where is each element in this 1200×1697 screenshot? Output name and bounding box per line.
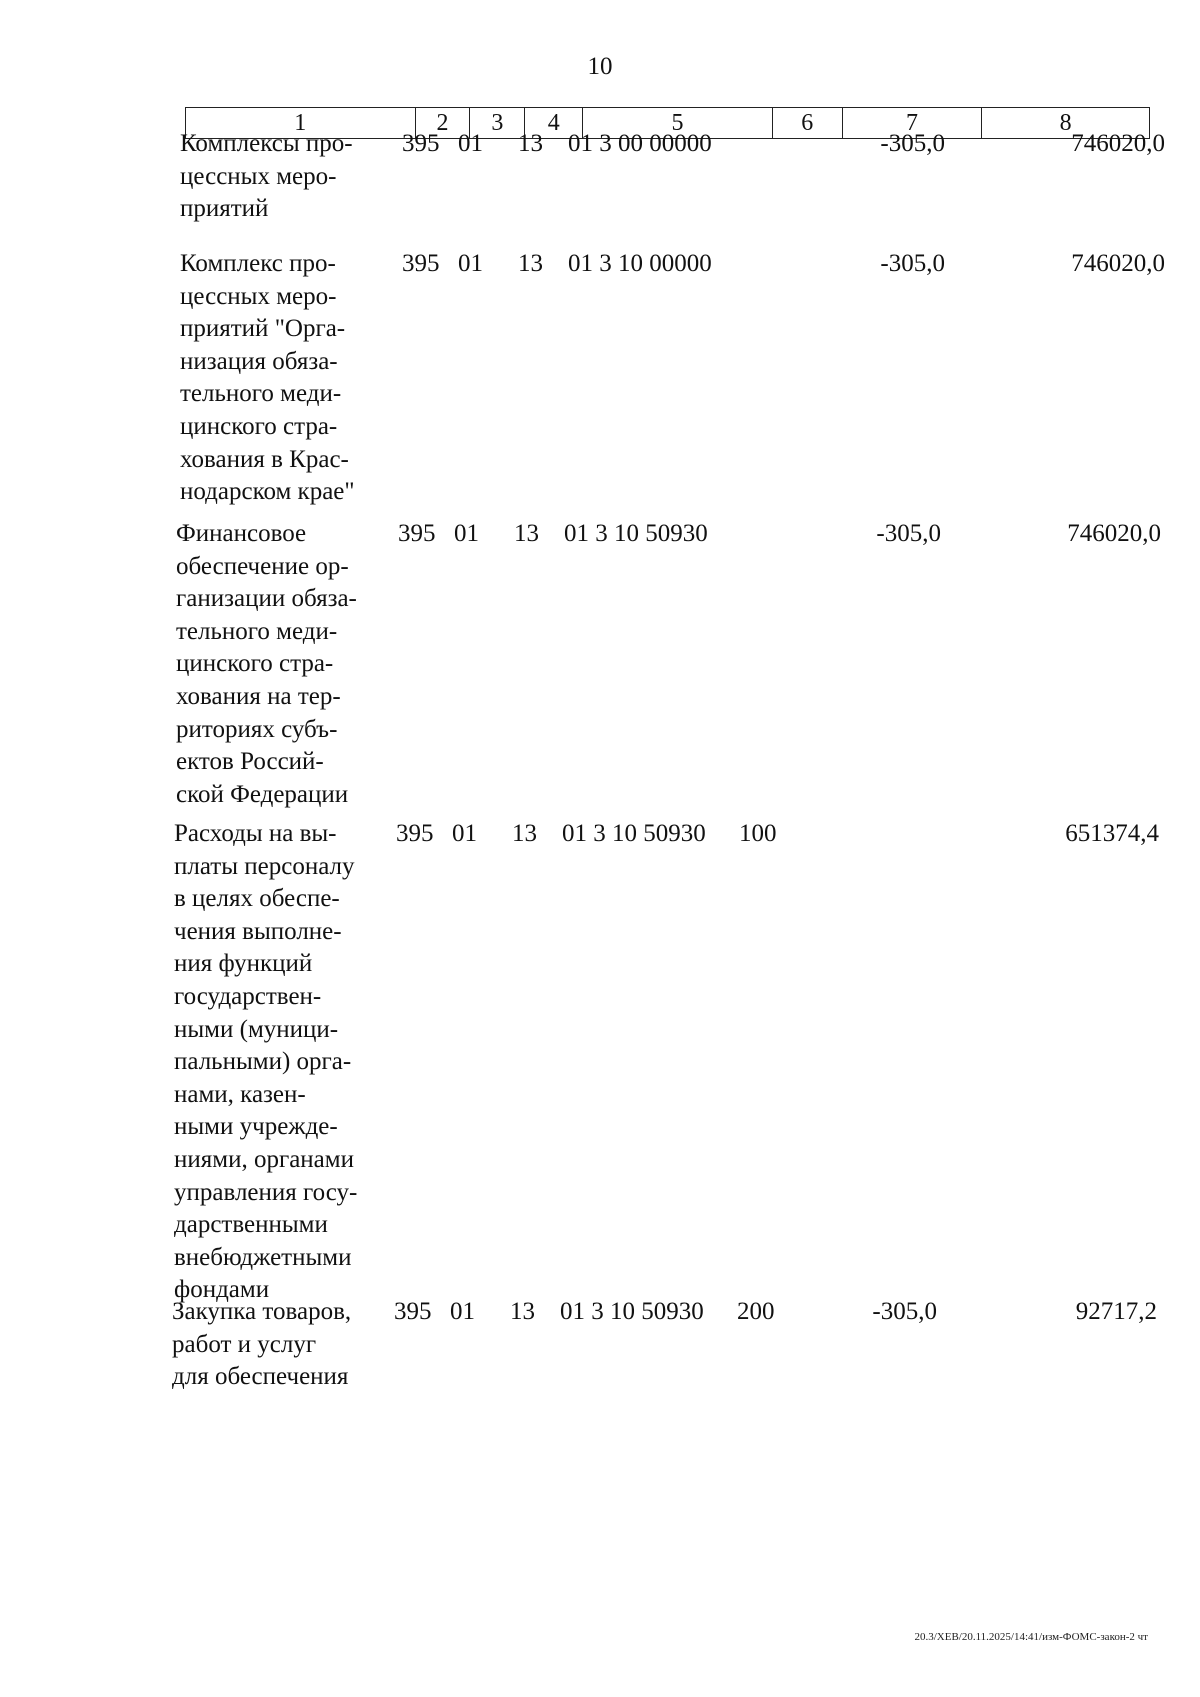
row-cell-c2: 395: [402, 130, 440, 157]
row-name-line: тельного меди-: [176, 617, 338, 645]
row-name-line: приятий: [180, 195, 269, 223]
row-name-line: ской Федерации: [176, 780, 349, 808]
row-cell-c2: 395: [402, 250, 440, 277]
row-cell-c6: 200: [737, 1298, 775, 1325]
row-cell-c2: 395: [394, 1298, 432, 1325]
row-name-line: для обеспечения: [172, 1363, 349, 1391]
header-col-8: 8: [1059, 110, 1072, 136]
row-cell-c5: 01 3 00 00000: [568, 130, 712, 157]
row-cell-c7: -305,0: [872, 1298, 937, 1325]
row-cell-c8: 746020,0: [1071, 130, 1165, 157]
row-name-line: обеспечение ор-: [176, 552, 349, 580]
row-cell-c4: 13: [518, 250, 543, 277]
row-name-line: Комплексы про-: [180, 130, 353, 157]
row-cell-c8: 746020,0: [1067, 520, 1161, 547]
row-name: [180, 248, 390, 509]
row-name-line: ганизации обяза-: [176, 585, 357, 613]
row-name-line: чения выполне-: [174, 917, 342, 945]
row-name-line: работ и услуг: [172, 1330, 317, 1358]
row-name-line: фондами: [174, 1276, 270, 1304]
row-name: [180, 128, 390, 226]
row-cell-c8: 651374,4: [1065, 820, 1159, 847]
row-name: [174, 818, 384, 1307]
header-col-2: 2: [416, 108, 471, 138]
row-name-line: ными (муници-: [174, 1015, 339, 1043]
row-cell-c4: 13: [514, 520, 539, 547]
header-col-3: 3: [470, 108, 525, 138]
row-cell-c3: 01: [458, 250, 483, 277]
row-cell-c3: 01: [454, 520, 479, 547]
row-name-line: Комплекс про-: [180, 250, 336, 277]
row-name-line: внебюджетными: [174, 1243, 352, 1271]
row-cell-c5: 01 3 10 50930: [564, 520, 708, 547]
row-name-line: хования на тер-: [176, 682, 341, 710]
row-name-line: Расходы на вы-: [174, 820, 337, 847]
row-cell-c3: 01: [450, 1298, 475, 1325]
row-cell-c3: 01: [452, 820, 477, 847]
row-name-line: управления госу-: [174, 1178, 358, 1206]
document-footer: 20.3/ХЕВ/20.11.2025/14:41/изм-ФОМС-закон-2 чт: [914, 1631, 1148, 1643]
row-cell-c7: -305,0: [880, 250, 945, 277]
row-cell-c6: 100: [739, 820, 777, 847]
row-name-line: Закупка товаров,: [172, 1298, 352, 1325]
row-name-line: тельного меди-: [180, 380, 342, 408]
row-name-line: нодарском крае": [180, 478, 355, 506]
row-name-line: дарственными: [174, 1211, 328, 1239]
header-col-6: 6: [773, 108, 843, 138]
row-cell-c8: 92717,2: [1075, 1298, 1157, 1325]
row-name-line: Финансовое: [176, 520, 307, 547]
row-name-line: цинского стра-: [176, 650, 334, 678]
row-name: [176, 518, 386, 811]
row-name-line: приятий "Орга-: [180, 315, 346, 343]
row-name-line: ными учрежде-: [174, 1113, 338, 1141]
row-name-line: риториях субъ-: [176, 715, 338, 743]
row-cell-c4: 13: [512, 820, 537, 847]
row-name-line: ектов Россий-: [176, 748, 324, 776]
row-cell-c7: -305,0: [880, 130, 945, 157]
row-name-line: цессных меро-: [180, 162, 337, 190]
header-col-4: 4: [525, 108, 583, 138]
row-cell-c5: 01 3 10 50930: [562, 820, 706, 847]
row-name-line: платы персоналу: [174, 852, 355, 880]
row-cell-c4: 13: [510, 1298, 535, 1325]
header-col-1: 1: [186, 108, 416, 138]
row-cell-c7: -305,0: [876, 520, 941, 547]
row-name-line: ния функций: [174, 950, 313, 978]
row-name-line: нами, казен-: [174, 1080, 306, 1108]
row-name-line: цинского стра-: [180, 412, 338, 440]
row-cell-c8: 746020,0: [1071, 250, 1165, 277]
header-col-5: 5: [583, 108, 773, 138]
row-cell-c5: 01 3 10 00000: [568, 250, 712, 277]
row-name-line: пальными) орга-: [174, 1048, 352, 1076]
row-name: [172, 1296, 382, 1394]
row-name-line: ниями, органами: [174, 1145, 354, 1173]
row-cell-c2: 395: [396, 820, 434, 847]
row-name-line: цессных меро-: [180, 282, 337, 310]
row-name-line: хования в Крас-: [180, 445, 349, 473]
row-name-line: государствен-: [174, 982, 322, 1010]
header-col-7: 7: [843, 108, 983, 138]
row-cell-c3: 01: [458, 130, 483, 157]
row-cell-c4: 13: [518, 130, 543, 157]
row-name-line: низация обяза-: [180, 347, 338, 375]
page-number: 10: [587, 53, 613, 80]
row-cell-c2: 395: [398, 520, 436, 547]
row-cell-c5: 01 3 10 50930: [560, 1298, 704, 1325]
row-name-line: в целях обеспе-: [174, 885, 340, 913]
